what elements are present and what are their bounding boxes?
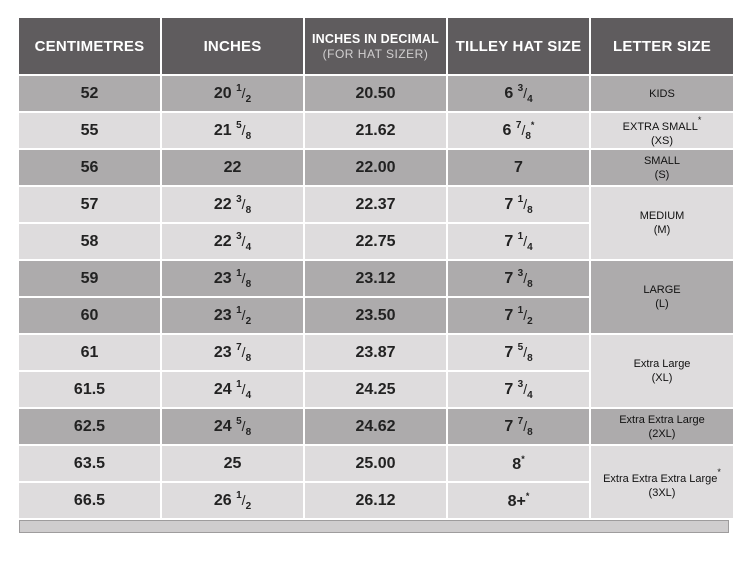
tilley-cell: 7 $^5/_8$: [448, 335, 589, 370]
cm-cell: 61: [19, 335, 160, 370]
cm-cell: 55: [19, 113, 160, 148]
tilley-cell: 7 $^1/_4$: [448, 224, 589, 259]
table-footer-bar: [19, 520, 729, 533]
header-decimal-sub: (FOR HAT SIZER): [322, 46, 429, 61]
decimal-cell: 22.00: [305, 150, 446, 185]
letter-size-xl: Extra Large (XL): [591, 335, 733, 407]
decimal-cell: 24.62: [305, 409, 446, 444]
cm-cell: 63.5: [19, 446, 160, 481]
decimal-cell: 22.37: [305, 187, 446, 222]
header-inches: INCHES: [162, 18, 303, 74]
size-table: [17, 16, 735, 520]
cm-cell: 60: [19, 298, 160, 333]
table-row: [19, 335, 733, 370]
hat-size-chart: [17, 16, 731, 533]
inches-cell: 21 $^5/_8$: [162, 113, 303, 148]
decimal-cell: 23.50: [305, 298, 446, 333]
inches-cell: 22: [162, 150, 303, 185]
tilley-cell: 8+*: [448, 483, 589, 518]
header-inches-decimal: [305, 18, 446, 74]
cm-cell: 58: [19, 224, 160, 259]
tilley-cell: 7 $^3/_4$: [448, 372, 589, 407]
decimal-cell: 23.87: [305, 335, 446, 370]
cm-cell: 52: [19, 76, 160, 111]
header-tilley-size: TILLEY HAT SIZE: [448, 18, 589, 74]
inches-cell: 24 $^5/_8$: [162, 409, 303, 444]
tilley-cell: 7 $^3/_8$: [448, 261, 589, 296]
letter-size-l: LARGE (L): [591, 261, 733, 333]
tilley-cell: 8*: [448, 446, 589, 481]
inches-cell: 23 $^1/_8$: [162, 261, 303, 296]
letter-size-xs: EXTRA SMALL* (XS): [591, 113, 733, 148]
letter-size-s: SMALL (S): [591, 150, 733, 185]
tilley-cell: 7 $^1/_2$: [448, 298, 589, 333]
header-centimetres: CENTIMETRES: [19, 18, 160, 74]
table-row: [19, 261, 733, 296]
header-row: [19, 18, 733, 74]
cm-cell: 66.5: [19, 483, 160, 518]
inches-cell: 22 $^3/_8$: [162, 187, 303, 222]
inches-cell: 26 $^1/_2$: [162, 483, 303, 518]
table-row: [19, 187, 733, 222]
decimal-cell: 22.75: [305, 224, 446, 259]
cm-cell: 56: [19, 150, 160, 185]
tilley-cell: 7 $^7/_8$: [448, 409, 589, 444]
decimal-cell: 20.50: [305, 76, 446, 111]
inches-cell: 24 $^1/_4$: [162, 372, 303, 407]
letter-size-3xl: Extra Extra Extra Large* (3XL): [591, 446, 733, 518]
table-row: [19, 409, 733, 444]
inches-cell: 23 $^7/_8$: [162, 335, 303, 370]
letter-size-2xl: Extra Extra Large (2XL): [591, 409, 733, 444]
inches-cell: 22 $^3/_4$: [162, 224, 303, 259]
inches-cell: 25: [162, 446, 303, 481]
letter-size-m: MEDIUM (M): [591, 187, 733, 259]
table-row: [19, 113, 733, 148]
inches-cell: 23 $^1/_2$: [162, 298, 303, 333]
tilley-cell: 6 $^3/_4$: [448, 76, 589, 111]
cm-cell: 62.5: [19, 409, 160, 444]
cm-cell: 61.5: [19, 372, 160, 407]
decimal-cell: 25.00: [305, 446, 446, 481]
inches-cell: 20 $^1/_2$: [162, 76, 303, 111]
header-decimal-main: INCHES IN DECIMAL: [311, 31, 439, 46]
decimal-cell: 23.12: [305, 261, 446, 296]
decimal-cell: 24.25: [305, 372, 446, 407]
letter-size-kids: KIDS: [591, 76, 733, 111]
tilley-cell: 7: [448, 150, 589, 185]
tilley-cell: 6 $^7/_8^*$: [448, 113, 589, 148]
table-row: [19, 446, 733, 481]
tilley-cell: 7 $^1/_8$: [448, 187, 589, 222]
decimal-cell: 26.12: [305, 483, 446, 518]
decimal-cell: 21.62: [305, 113, 446, 148]
table-row: [19, 76, 733, 111]
cm-cell: 59: [19, 261, 160, 296]
header-letter-size: LETTER SIZE: [591, 18, 733, 74]
cm-cell: 57: [19, 187, 160, 222]
table-row: [19, 150, 733, 185]
